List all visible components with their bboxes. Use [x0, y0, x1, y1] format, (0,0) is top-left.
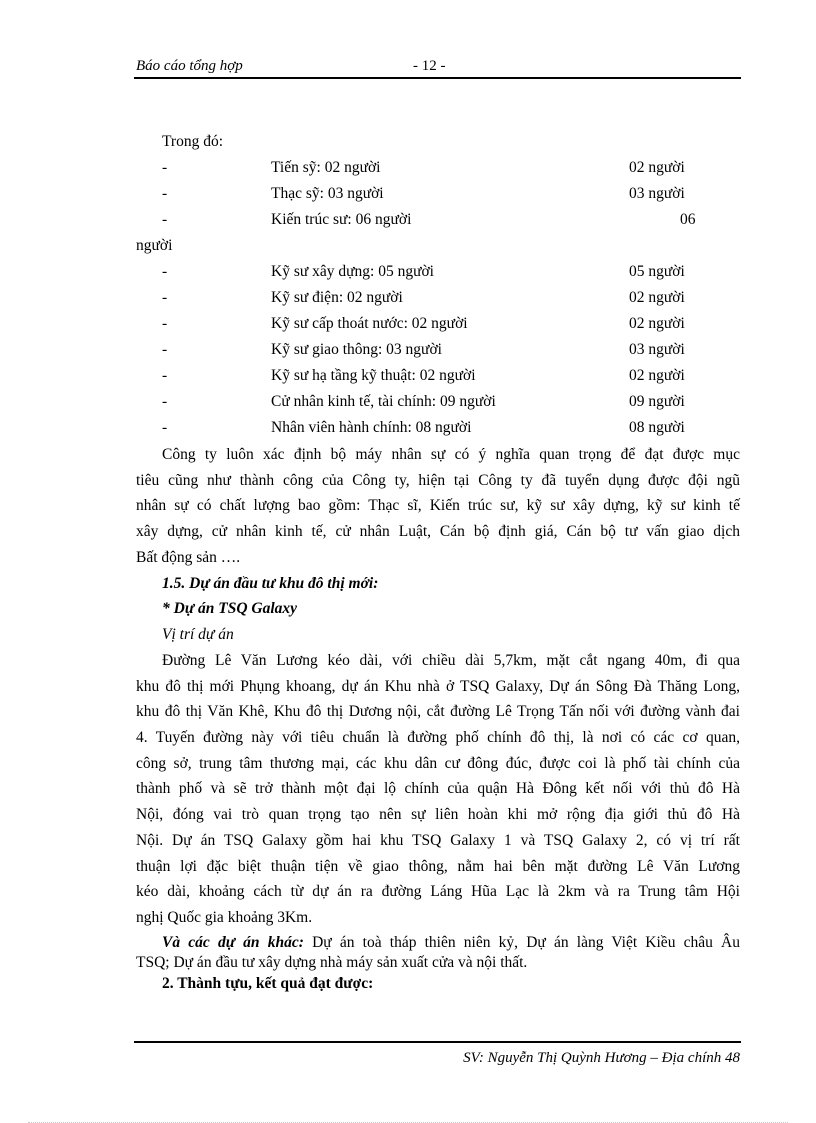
- list-dash: -: [162, 419, 168, 436]
- project-heading: * Dự án TSQ Galaxy: [162, 600, 298, 617]
- paragraph-line: thành phố và sẽ trở thành một đại lộ chính của quận Hà Đông kết nối với thủ đô Hà: [136, 780, 740, 798]
- footer-rule: [134, 1041, 741, 1043]
- paragraph-line: công sở, trung tâm thương mại, các khu dân cư đông đúc, được coi là phố tài chính của: [136, 754, 740, 772]
- list-dash: -: [162, 289, 168, 306]
- paragraph-line: 4. Tuyến đường này với tiêu chuẩn là đường phố chính đô thị, là nơi có các cơ quan,: [136, 729, 740, 747]
- list-item: [0, 393, 816, 415]
- header-title: Báo cáo tổng hợp: [136, 58, 243, 74]
- list-item: [0, 367, 816, 389]
- list-item: [0, 185, 816, 207]
- section-heading-2: 2. Thành tựu, kết quả đạt được:: [162, 975, 374, 992]
- list-item: [0, 159, 816, 181]
- other-projects-text: Dự án toà tháp thiên niên kỷ, Dự án làng Việt Kiều châu Âu: [303, 934, 740, 951]
- staff-desc: Kỹ sư xây dựng: 05 người: [271, 263, 434, 280]
- paragraph-line: nhân sự có chất lượng bao gồm: Thạc sĩ, Kiến trúc sư, kỹ sư xây dựng, kỹ sư kinh tế: [136, 497, 740, 515]
- company-paragraph: [136, 442, 740, 570]
- staff-desc: Kỹ sư hạ tầng kỹ thuật: 02 người: [271, 367, 476, 384]
- paragraph-line: Nội, đóng vai trò quan trọng tạo nên sự liên hoàn khi mở rộng địa giới thủ đô Hà: [136, 806, 740, 824]
- list-dash: -: [162, 393, 168, 410]
- list-item: [0, 211, 816, 233]
- other-projects: [136, 933, 740, 973]
- other-projects-label: Và các dự án khác:: [162, 934, 304, 951]
- section-heading-1-5: 1.5. Dự án đầu tư khu đô thị mới:: [162, 575, 379, 592]
- staff-count: 02 người: [629, 159, 685, 176]
- staff-count: 02 người: [629, 367, 685, 384]
- footer-text: SV: Nguyễn Thị Quỳnh Hương – Địa chính 48: [463, 1050, 740, 1066]
- paragraph-line: khu đô thị Văn Khê, Khu đô thị Dương nội, cắt đường Lê Trọng Tấn nối với đường vành đai: [136, 703, 740, 721]
- list-dash: -: [162, 159, 168, 176]
- paragraph-line: thuận lợi đặc biệt thuận tiện về giao thông, nằm hai bên mặt đường Lê Văn Lương: [136, 857, 740, 875]
- staff-count: 02 người: [629, 315, 685, 332]
- location-paragraph: [136, 648, 740, 931]
- paragraph-line: nghị Quốc gia khoảng 3Km.: [136, 908, 313, 926]
- staff-desc: Kỹ sư cấp thoát nước: 02 người: [271, 315, 468, 332]
- staff-desc: Thạc sỹ: 03 người: [271, 185, 384, 202]
- list-dash: -: [162, 367, 168, 384]
- staff-desc: Tiến sỹ: 02 người: [271, 159, 381, 176]
- list-dash: -: [162, 185, 168, 202]
- page-number: - 12 -: [413, 58, 446, 74]
- paragraph-line: xây dựng, cử nhân kinh tế, cử nhân Luật, Cán bộ định giá, Cán bộ tư vấn giao dịch: [136, 523, 740, 541]
- list-item: [0, 289, 816, 311]
- location-label: Vị trí dự án: [162, 626, 234, 643]
- paragraph-line: TSQ; Dự án đầu tư xây dựng nhà máy sản xuất cửa và nội thất.: [136, 954, 528, 971]
- staff-desc: Nhân viên hành chính: 08 người: [271, 419, 472, 436]
- list-dash: -: [162, 263, 168, 280]
- list-item: [0, 263, 816, 285]
- intro-label: Trong đó:: [162, 133, 224, 150]
- list-item: [0, 315, 816, 337]
- staff-count: 08 người: [629, 419, 685, 436]
- staff-count: 03 người: [629, 341, 685, 358]
- staff-count: 03 người: [629, 185, 685, 202]
- staff-count: 05 người: [629, 263, 685, 280]
- paragraph-line: Nội. Dự án TSQ Galaxy gồm hai khu TSQ Galaxy 1 và TSQ Galaxy 2, có vị trí rất: [136, 831, 740, 849]
- paragraph-line: [136, 933, 740, 953]
- paragraph-line: Bất động sản ….: [136, 548, 241, 566]
- list-item: [0, 419, 816, 441]
- paragraph-line: tiêu cũng như thành công của Công ty, hiện tại Công ty đã tuyển dụng được đội ngũ: [136, 471, 740, 489]
- paragraph-line: Đường Lê Văn Lương kéo dài, với chiều dài 5,7km, mặt cắt ngang 40m, đi qua: [162, 652, 740, 669]
- staff-desc: Kỹ sư điện: 02 người: [271, 289, 403, 306]
- list-dash: -: [162, 341, 168, 358]
- list-dash: -: [162, 211, 168, 228]
- staff-count: 09 người: [629, 393, 685, 410]
- staff-desc: Kiến trúc sư: 06 người: [271, 211, 412, 228]
- staff-desc: Kỹ sư giao thông: 03 người: [271, 341, 442, 358]
- list-dash: -: [162, 315, 168, 332]
- list-item: [0, 341, 816, 363]
- paragraph-line: kéo dài, khoảng cách từ dự án ra đường Láng Hũa Lạc là 2km và ra Trung tâm Hội: [136, 883, 740, 901]
- header-rule: [134, 77, 741, 79]
- staff-desc: Cử nhân kinh tế, tài chính: 09 người: [271, 393, 496, 410]
- staff-count: 02 người: [629, 289, 685, 306]
- paragraph-line: Công ty luôn xác định bộ máy nhân sự có ý nghĩa quan trọng để đạt được mục: [162, 446, 740, 463]
- wrapped-word: người: [136, 237, 173, 254]
- staff-count: 06: [680, 211, 696, 228]
- paragraph-line: khu đô thị mới Phụng khoang, dự án Khu nhà ở TSQ Galaxy, Dự án Sông Đà Thăng Long,: [136, 677, 740, 695]
